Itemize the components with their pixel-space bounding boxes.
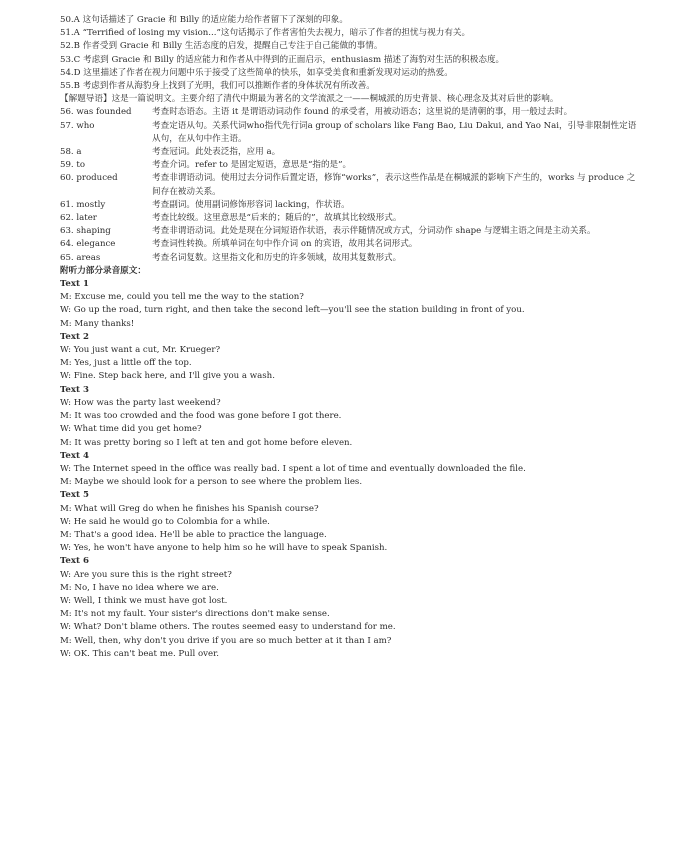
answer-explanation: 考查定语从句。关系代词who指代先行词a group of scholars like Fang Bao, Liu Dakui, and Yao Nai，引导非限制性定语从句，在从句中作主语。 <box>152 120 637 144</box>
answer-key: 65. areas <box>60 252 101 263</box>
answer-row <box>60 106 638 119</box>
answer-key: 60. produced <box>60 173 118 184</box>
answer-row <box>60 159 638 172</box>
transcript-line: M: Yes, just a little off the top. <box>60 358 192 369</box>
answer-key: 62. later <box>60 213 97 224</box>
transcript-line: M: No, I have no idea where we are. <box>60 582 219 593</box>
answer-row <box>60 238 638 251</box>
transcript-line: W: How was the party last weekend? <box>60 397 221 408</box>
answer-explanation: 考查比较级。这里意思是“后来的；随后的”，故填其比较级形式。 <box>152 213 402 224</box>
choice-explanation: 50.A 这句话描述了 Gracie 和 Billy 的适应能力给作者留下了深刻的印象。 <box>60 15 348 25</box>
answer-explanation: 考查非谓语动词。使用过去分词作后置定语，修饰“works”，表示这些作品是在桐城派的影响下产生的，works 与 produce 之间存在被动关系。 <box>152 173 636 197</box>
answer-explanation: 考查名词复数。这里指文化和历史的许多领域，故用其复数形式。 <box>152 252 402 263</box>
answer-row <box>60 120 638 146</box>
listening-transcripts <box>60 278 638 661</box>
listening-heading: 附听力部分录音原文： <box>60 265 146 276</box>
transcript-line: M: Excuse me, could you tell me the way to the station? <box>60 292 304 303</box>
transcript-line: W: What? Don't blame others. The routes seemed easy to understand for me. <box>60 622 396 633</box>
answer-key: 64. elegance <box>60 239 116 250</box>
transcript-title: Text 1 <box>60 279 89 290</box>
answer-explanation: 考查副词。使用副词修饰形容词 lacking，作状语。 <box>152 199 350 210</box>
transcript-title: Text 6 <box>60 556 89 567</box>
transcript-section <box>60 384 638 450</box>
answer-row <box>60 172 638 198</box>
answer-key: 63. shaping <box>60 226 111 237</box>
transcript-line: W: Well, I think we must have got lost. <box>60 595 228 606</box>
answer-key: 58. a <box>60 147 82 158</box>
answer-row <box>60 199 638 212</box>
answer-row <box>60 146 638 159</box>
choice-explanation: 53.C 考虑到 Gracie 和 Billy 的适应能力和作者从中得到的正面启示，enthusiasm 描述了海豹对生活的积极态度。 <box>60 54 505 65</box>
transcript-line: M: Well, then, why don't you drive if you are so much better at it than I am? <box>60 635 392 646</box>
transcript-line: W: The Internet speed in the office was really bad. I spent a lot of time and eventually downloaded the file. <box>60 463 526 474</box>
transcript-line: W: He said he would go to Colombia for a while. <box>60 516 270 527</box>
transcript-line: M: Maybe we should look for a person to see where the problem lies. <box>60 477 363 488</box>
transcript-line: W: Yes, he won't have anyone to help him so he will have to speak Spanish. <box>60 543 388 554</box>
answer-explanation: 考查非谓语动词。此处是现在分词短语作状语，表示伴随情况或方式，分词动作 shape 与逻辑主语之间是主动关系。 <box>152 226 596 237</box>
answer-row <box>60 252 638 265</box>
transcript-section <box>60 278 638 331</box>
passage-guide: 【解题导语】这是一篇说明文。主要介绍了清代中期最为著名的文学流派之一——桐城派的历史背景、核心理念及其对后世的影响。 <box>60 94 559 105</box>
transcript-section <box>60 489 638 555</box>
answer-key: 61. mostly <box>60 199 106 210</box>
transcript-line: M: Many thanks! <box>60 318 135 329</box>
transcript-title: Text 2 <box>60 331 89 342</box>
answer-key-page <box>60 14 638 661</box>
transcript-section <box>60 331 638 384</box>
choice-explanation: 55.B 考虑到作者从海豹身上找到了光明，我们可以推断作者的身体状况有所改善。 <box>60 81 375 92</box>
transcript-line: M: It was too crowded and the food was gone before I got there. <box>60 411 342 422</box>
transcript-line: M: It's not my fault. Your sister's directions don't make sense. <box>60 609 330 620</box>
transcript-title: Text 4 <box>60 450 89 461</box>
transcript-line: W: Fine. Step back here, and I'll give you a wash. <box>60 371 275 382</box>
transcript-title: Text 5 <box>60 490 89 501</box>
transcript-line: M: It was pretty boring so I left at ten and got home before eleven. <box>60 437 353 448</box>
answer-row <box>60 212 638 225</box>
answer-row <box>60 225 638 238</box>
transcript-line: W: You just want a cut, Mr. Krueger? <box>60 345 221 356</box>
choice-explanations <box>60 14 638 93</box>
answer-explanation: 考查词性转换。所填单词在句中作介词 on 的宾语，故用其名词形式。 <box>152 239 418 250</box>
transcript-line: W: Are you sure this is the right street? <box>60 569 232 580</box>
choice-explanation: 54.D 这里描述了作者在视力问题中乐于接受了这些简单的快乐，如享受美食和重新发现对运动的热爱。 <box>60 67 453 78</box>
answer-key: 59. to <box>60 160 86 171</box>
transcript-title: Text 3 <box>60 384 89 395</box>
answer-explanation: 考查介词。refer to 是固定短语，意思是“指的是”。 <box>152 160 352 171</box>
choice-explanation: 52.B 作者受到 Gracie 和 Billy 生活态度的启发，提醒自己专注于自己能做的事情。 <box>60 41 383 52</box>
answer-key: 57. who <box>60 120 95 131</box>
transcript-line: M: What will Greg do when he finishes his Spanish course? <box>60 503 319 514</box>
transcript-line: W: What time did you get home? <box>60 424 202 435</box>
answer-explanation: 考查冠词。此处表泛指，应用 a。 <box>152 147 281 158</box>
transcript-line: W: OK. This can't beat me. Pull over. <box>60 648 219 659</box>
transcript-line: W: Go up the road, turn right, and then take the second left—you'll see the station building in front of you. <box>60 305 525 316</box>
answer-explanation: 考查时态语态。主语 it 是谓语动词动作 found 的承受者，用被动语态；这里说的是清朝的事，用一般过去时。 <box>152 107 573 118</box>
fill-in-answers <box>60 106 638 264</box>
transcript-line: M: That's a good idea. He'll be able to practice the language. <box>60 529 327 540</box>
transcript-section <box>60 450 638 490</box>
answer-key: 56. was founded <box>60 107 132 118</box>
choice-explanation: 51.A “Terrified of losing my vision...”这句话揭示了作者害怕失去视力，暗示了作者的担忧与视力有关。 <box>60 28 471 39</box>
transcript-section <box>60 555 638 661</box>
